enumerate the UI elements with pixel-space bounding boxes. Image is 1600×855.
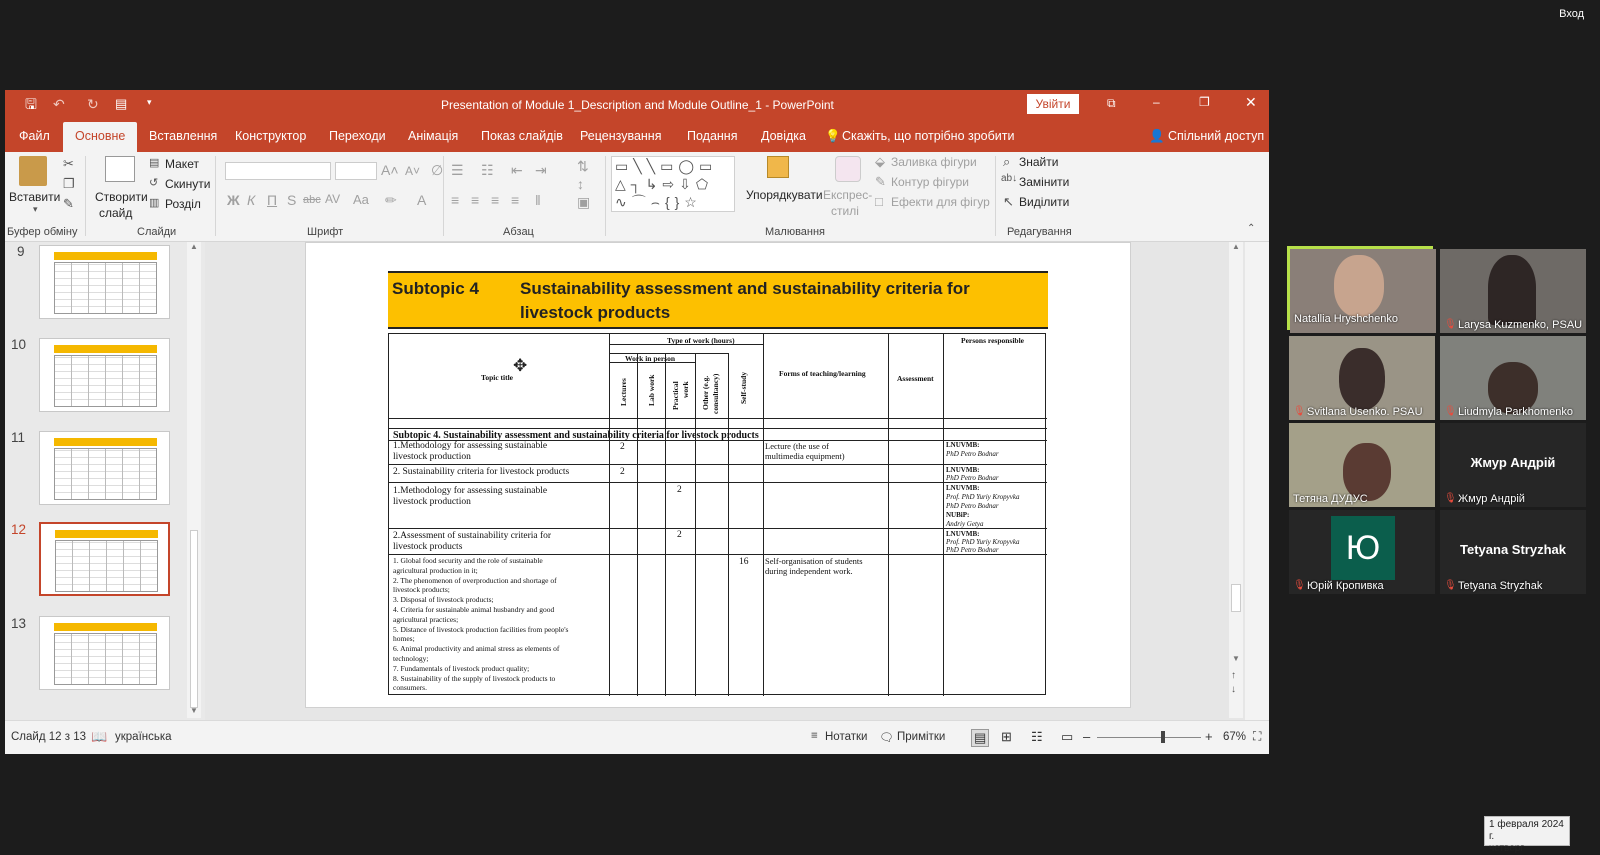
cut-icon[interactable]: ✂ (63, 156, 74, 171)
slides-group-label: Слайди (137, 226, 177, 238)
bullets-icon[interactable]: ☰ (451, 162, 464, 178)
arrange-icon[interactable] (767, 156, 789, 178)
row3-person-1: Prof. PhD Yuriy Kropyvka (946, 493, 1020, 501)
row2-lectures: 2 (620, 467, 625, 477)
participant-tile[interactable] (1440, 423, 1586, 507)
notes-icon: ≡ (811, 730, 818, 742)
header-other-2: consultancy) (711, 373, 720, 414)
decrease-indent-icon[interactable]: ⇤ (511, 162, 523, 178)
undo-icon[interactable]: ↶ (53, 96, 65, 112)
row1-org: LNUVMB: (946, 441, 980, 449)
topic-list-item: consumers. (393, 683, 427, 693)
topic-list-item: 4. Criteria for sustainable animal husbandry and good (393, 604, 555, 614)
collapse-ribbon-icon[interactable]: ⌃ (1247, 223, 1256, 234)
group-divider (443, 156, 444, 236)
status-bar (5, 720, 1269, 754)
strikethrough-icon[interactable]: abc (303, 194, 321, 206)
copy-icon[interactable]: ❐ (63, 176, 75, 191)
shape-effects-icon: □ (875, 194, 883, 209)
slide-sorter-icon[interactable]: ⊞ (1001, 729, 1012, 744)
grow-font-icon[interactable]: A˄ (381, 162, 399, 178)
slide-thumbnail-13[interactable] (39, 616, 170, 690)
mic-muted-icon: 🎙 (1444, 319, 1457, 330)
participant-tile[interactable] (1289, 336, 1435, 420)
shadow-icon[interactable]: S (287, 192, 297, 208)
comments-icon: 🗨 (879, 732, 894, 744)
participant-name: Tetyana Stryzhak (1458, 580, 1543, 592)
normal-view-icon[interactable]: ▤ (971, 729, 989, 747)
align-text-icon[interactable]: ↕ (577, 176, 584, 192)
numbering-icon[interactable]: ☷ (481, 162, 494, 178)
group-divider (995, 156, 996, 236)
shrink-font-icon[interactable]: A˅ (405, 164, 421, 178)
change-case-icon[interactable]: Aa (353, 192, 369, 207)
reset-button[interactable]: Скинути (165, 177, 211, 191)
select-icon: ↖ (1003, 194, 1014, 209)
topic-list-item: technology; (393, 653, 429, 663)
ribbon (5, 152, 1269, 242)
row4-topic-1: 2.Assessment of sustainability criteria for (393, 531, 552, 541)
shape-fill-button[interactable]: Заливка фігури (891, 155, 977, 169)
comments-button[interactable]: Примітки (897, 731, 946, 743)
date-line-2: четверг (1489, 843, 1524, 854)
tab-view[interactable]: Подання (687, 129, 738, 143)
drawing-group-label: Малювання (765, 226, 826, 238)
participant-name: Larysa Kuzmenko, PSAU (1458, 319, 1583, 331)
clipboard-group-label: Буфер обміну (7, 226, 78, 238)
row2-person: PhD Petro Bodnar (946, 474, 999, 482)
row1-forms-1: Lecture (the use of (765, 441, 829, 451)
font-color-icon[interactable]: A (417, 192, 427, 208)
tab-design[interactable]: Конструктор (235, 129, 307, 143)
smartart-icon[interactable]: ▣ (577, 194, 591, 210)
row3-org-2: NUBiP: (946, 511, 970, 519)
subtopic-banner (388, 271, 1048, 329)
clear-format-icon[interactable]: ∅ (431, 162, 444, 178)
section-row-title: Subtopic 4. Sustainability assessment and sustainability criteria for livestock products (393, 430, 759, 441)
shape-effects-button[interactable]: Ефекти для фігур (891, 195, 990, 209)
participant-tile[interactable] (1289, 423, 1435, 507)
redo-icon[interactable]: ↻ (87, 96, 99, 112)
row2-org: LNUVMB: (946, 466, 980, 474)
notes-button[interactable]: Нотатки (825, 731, 868, 743)
restore-icon[interactable]: ❐ (1199, 95, 1210, 109)
group-divider (605, 156, 606, 236)
row3-person-3: Andriy Getya (946, 520, 984, 528)
thumb-number: 9 (17, 244, 25, 259)
zoom-in-icon[interactable]: + (1205, 729, 1213, 744)
spellcheck-icon[interactable]: 📖 (91, 729, 108, 744)
window-title: Presentation of Module 1_Description and Module Outline_1 - PowerPoint (441, 98, 834, 112)
select-button[interactable]: Виділити (1019, 195, 1070, 209)
zoom-out-icon[interactable]: – (1083, 729, 1091, 744)
arrange-button[interactable]: Упорядкувати (746, 188, 823, 202)
ribbon-display-icon[interactable]: ⧉ (1107, 96, 1116, 110)
italic-icon[interactable]: К (247, 192, 256, 208)
mic-muted-icon: 🎙 (1444, 580, 1457, 591)
find-button[interactable]: Знайти (1019, 155, 1059, 169)
topic-list-item: livestock products; (393, 585, 450, 595)
ribbon-tabs (5, 120, 1269, 152)
participant-name: Жмур Андрій (1458, 493, 1525, 505)
shape-outline-icon: ✎ (875, 174, 886, 189)
paragraph-group-label: Абзац (503, 226, 534, 238)
mic-muted-icon: 🎙 (1293, 580, 1306, 591)
person-silhouette (1339, 348, 1385, 410)
layout-icon: ▤ (149, 157, 160, 169)
header-forms: Forms of teaching/learning (779, 369, 866, 378)
participant-display-name: Tetyana Stryzhak (1460, 542, 1566, 557)
previous-slide-icon[interactable]: ↑ (1231, 670, 1236, 681)
header-work-in-person: Work in person (625, 354, 676, 363)
next-slide-icon[interactable]: ↓ (1231, 684, 1236, 695)
bold-icon[interactable]: Ж (227, 192, 240, 208)
banner-title-line1: Sustainability assessment and sustainability criteria for (520, 279, 970, 298)
replace-button[interactable]: Замінити (1019, 175, 1070, 189)
participant-tile[interactable] (1440, 510, 1586, 594)
row3-org-1: LNUVMB: (946, 484, 980, 492)
font-group-label: Шрифт (307, 226, 344, 238)
shapes-gallery[interactable]: ▭╲╲▭◯▭ △┐↳⇨⇩⬠ ∿⌒⌢{}☆ (611, 156, 735, 212)
scroll-thumb[interactable] (190, 530, 198, 708)
lightbulb-icon: 💡 (825, 129, 841, 143)
mic-muted-icon: 🎙 (1444, 493, 1457, 504)
row1-topic-2: livestock production (393, 452, 471, 462)
person-silhouette (1488, 255, 1536, 325)
reading-view-icon[interactable]: ☷ (1031, 729, 1043, 744)
row4-person-1: Prof. PhD Yuriy Kropyvka (946, 538, 1020, 546)
title-bar (5, 90, 1269, 120)
quick-styles-button[interactable]: Експрес- (823, 188, 873, 202)
find-icon: ⌕ (1003, 154, 1011, 169)
scroll-up-icon[interactable]: ▲ (190, 242, 198, 251)
row5-forms-1: Self-organisation of students (765, 556, 863, 566)
banner-label: Subtopic 4 (392, 279, 479, 298)
module-outline-table (388, 333, 1046, 695)
new-slide-label-2: слайд (99, 206, 133, 220)
slide-scrollbar[interactable] (1229, 242, 1243, 718)
new-slide-icon[interactable] (105, 156, 135, 182)
participant-name: Тетяна ДУДУС (1293, 493, 1368, 505)
present-icon[interactable]: ▤ (115, 96, 128, 111)
banner-title-line2: livestock products (520, 303, 671, 322)
participant-display-name: Жмур Андрій (1470, 455, 1556, 470)
date-tooltip (1484, 816, 1570, 854)
scroll-up-icon[interactable]: ▲ (1232, 242, 1240, 251)
increase-indent-icon[interactable]: ⇥ (535, 162, 547, 178)
row4-topic-2: livestock products (393, 542, 463, 552)
align-right-icon[interactable]: ≡ (491, 192, 500, 208)
slide-thumbnail-10[interactable] (39, 338, 170, 412)
quick-styles-icon[interactable] (835, 156, 861, 182)
topic-list-item: 2. The phenomenon of overproduction and shortage of (393, 575, 557, 585)
tab-slideshow[interactable]: Показ слайдів (481, 129, 563, 143)
row3-topic-2: livestock production (393, 497, 471, 507)
slide-counter: Слайд 12 з 13 (11, 731, 86, 743)
header-other-1: Other (e.g. (701, 375, 710, 410)
participant-name: Natallia Hryshchenko (1294, 313, 1398, 325)
justify-icon[interactable]: ≡ (511, 192, 520, 208)
topic-list-item: 3. Disposal of livestock products; (393, 595, 494, 605)
header-type-of-work: Type of work (hours) (667, 336, 735, 345)
header-lectures: Lectures (619, 378, 628, 406)
topic-list-item: agricultural production in it; (393, 565, 478, 575)
row4-person-2: PhD Petro Bodnar (946, 546, 999, 554)
group-divider (215, 156, 216, 236)
slide-thumbnails-pane (5, 242, 205, 720)
topic-list-item: 5. Distance of livestock production facilities from people's (393, 624, 569, 634)
cursor-icon: ✥ (513, 356, 528, 375)
row4-practical: 2 (677, 530, 682, 540)
paste-button[interactable]: Вставити (9, 190, 61, 204)
slide-thumbnail-9[interactable] (39, 245, 170, 319)
customize-toolbar-icon[interactable]: ▾ (147, 97, 152, 107)
save-icon[interactable]: 🖫 (25, 96, 37, 112)
underline-icon[interactable]: П (267, 192, 278, 208)
scroll-down-icon[interactable]: ▼ (1232, 654, 1240, 663)
tab-transitions[interactable]: Переходи (329, 129, 386, 143)
zoom-slider-thumb[interactable] (1161, 731, 1165, 743)
tell-me-search[interactable]: Скажіть, що потрібно зробити (842, 129, 1015, 143)
powerpoint-window (5, 90, 1269, 754)
char-spacing-icon[interactable]: AV (325, 192, 341, 206)
row1-forms-2: multimedia equipment) (765, 451, 845, 461)
topic-list-item: 7. Fundamentals of livestock product quality; (393, 663, 530, 673)
scroll-thumb[interactable] (1231, 584, 1241, 612)
language-indicator[interactable]: українська (115, 731, 172, 743)
minimize-icon[interactable]: – (1153, 95, 1160, 109)
mic-muted-icon: 🎙 (1444, 406, 1457, 417)
slide-editor (205, 242, 1245, 720)
signin-button[interactable]: Увійти (1027, 94, 1079, 114)
align-center-icon[interactable]: ≡ (471, 192, 480, 208)
row1-person: PhD Petro Bodnar (946, 450, 999, 458)
close-icon[interactable]: ✕ (1245, 94, 1257, 110)
participant-tile[interactable] (1440, 336, 1586, 420)
align-left-icon[interactable]: ≡ (451, 192, 460, 208)
zoom-slider[interactable] (1097, 737, 1201, 738)
share-button[interactable]: Спільний доступ (1168, 129, 1265, 143)
participant-name: Liudmyla Parkhomenko (1458, 406, 1573, 418)
thumbnails-scrollbar[interactable] (187, 242, 201, 718)
tab-review[interactable]: Рецензування (580, 129, 662, 143)
topic-list-item: 8. Sustainability of the supply of livestock products to (393, 673, 556, 683)
replace-icon: ab↓ (1001, 173, 1018, 184)
row5-self-study: 16 (739, 557, 749, 567)
slideshow-view-icon[interactable]: ▭ (1061, 729, 1074, 744)
row2-topic: 2. Sustainability criteria for livestock products (393, 467, 570, 477)
row1-topic-1: 1.Methodology for assessing sustainable (393, 441, 548, 451)
tab-help[interactable]: Довідка (761, 129, 806, 143)
thumb-number: 12 (11, 522, 27, 537)
zoom-level[interactable]: 67% (1223, 731, 1247, 743)
paste-icon[interactable] (19, 156, 47, 186)
avatar: Ю (1331, 516, 1395, 580)
tab-file[interactable]: Файл (19, 129, 50, 143)
font-size-input[interactable] (335, 162, 377, 180)
paste-dropdown-icon[interactable]: ▾ (33, 204, 38, 214)
text-direction-icon[interactable]: ⇅ (577, 158, 589, 174)
thumb-number: 13 (11, 616, 27, 631)
topic-list-item: agricultural practices; (393, 614, 459, 624)
date-line-1: 1 февраля 2024 г. (1489, 819, 1564, 842)
mic-muted-icon: 🎙 (1293, 406, 1306, 417)
header-topic-title: Topic title (481, 373, 514, 382)
header-assessment: Assessment (897, 374, 934, 383)
new-slide-button[interactable]: Створити (95, 190, 148, 204)
thumb-number: 10 (11, 337, 27, 352)
font-name-input[interactable] (225, 162, 331, 180)
header-self-study: Self-study (739, 371, 748, 404)
thumb-number: 11 (11, 430, 26, 445)
person-icon: 👤 (1149, 129, 1165, 143)
topic-list-item: 6. Animal productivity and animal stress as elements of (393, 644, 560, 654)
quick-styles-label-2: стилі (831, 204, 859, 218)
slide-thumbnail-12[interactable] (39, 522, 170, 596)
participant-tile[interactable] (1440, 249, 1586, 333)
row3-practical: 2 (677, 485, 682, 495)
tab-home[interactable]: Основне (63, 122, 137, 152)
group-divider (85, 156, 86, 236)
columns-icon[interactable]: ‖ (535, 192, 541, 208)
slide-thumbnail-11[interactable] (39, 431, 170, 505)
row4-org: LNUVMB: (946, 530, 980, 538)
header-persons-responsible: Persons responsible (961, 336, 1024, 345)
shape-outline-button[interactable]: Контур фігури (891, 175, 969, 189)
format-painter-icon[interactable]: ✎ (63, 196, 74, 211)
header-practical-2: work (681, 381, 690, 398)
shape-fill-icon: ⬙ (875, 154, 885, 169)
topic-list-item: 1. Global food security and the role of sustainable (393, 556, 543, 565)
row3-person-2: PhD Petro Bodnar (946, 502, 999, 510)
exit-label[interactable]: Вход (1559, 8, 1584, 20)
fit-to-window-icon[interactable]: ⛶ (1253, 729, 1262, 743)
current-slide[interactable] (305, 242, 1131, 708)
header-practical-1: Practical (671, 381, 680, 410)
tab-animations[interactable]: Анімація (408, 129, 459, 143)
scroll-down-icon[interactable]: ▼ (190, 706, 198, 715)
layout-button[interactable]: Макет (165, 157, 199, 171)
row5-topic-list (393, 556, 607, 693)
header-lab-work: Lab work (647, 374, 656, 406)
participant-name: Юрій Кропивка (1307, 580, 1384, 592)
section-button[interactable]: Розділ (165, 197, 201, 211)
topic-list-item: homes; (393, 634, 415, 644)
section-icon: ▥ (149, 197, 160, 209)
tab-insert[interactable]: Вставлення (149, 129, 218, 143)
editing-group-label: Редагування (1007, 226, 1072, 238)
row1-lectures: 2 (620, 442, 625, 452)
person-silhouette (1334, 255, 1384, 317)
participant-tile[interactable] (1289, 510, 1435, 594)
highlight-icon[interactable]: ✏ (385, 192, 397, 208)
participant-name: Svitlana Usenko. PSAU (1307, 406, 1423, 418)
participant-tile[interactable] (1287, 246, 1433, 330)
row5-forms-2: during independent work. (765, 566, 853, 576)
row3-topic-1: 1.Methodology for assessing sustainable (393, 486, 548, 496)
reset-icon: ↺ (149, 177, 159, 189)
